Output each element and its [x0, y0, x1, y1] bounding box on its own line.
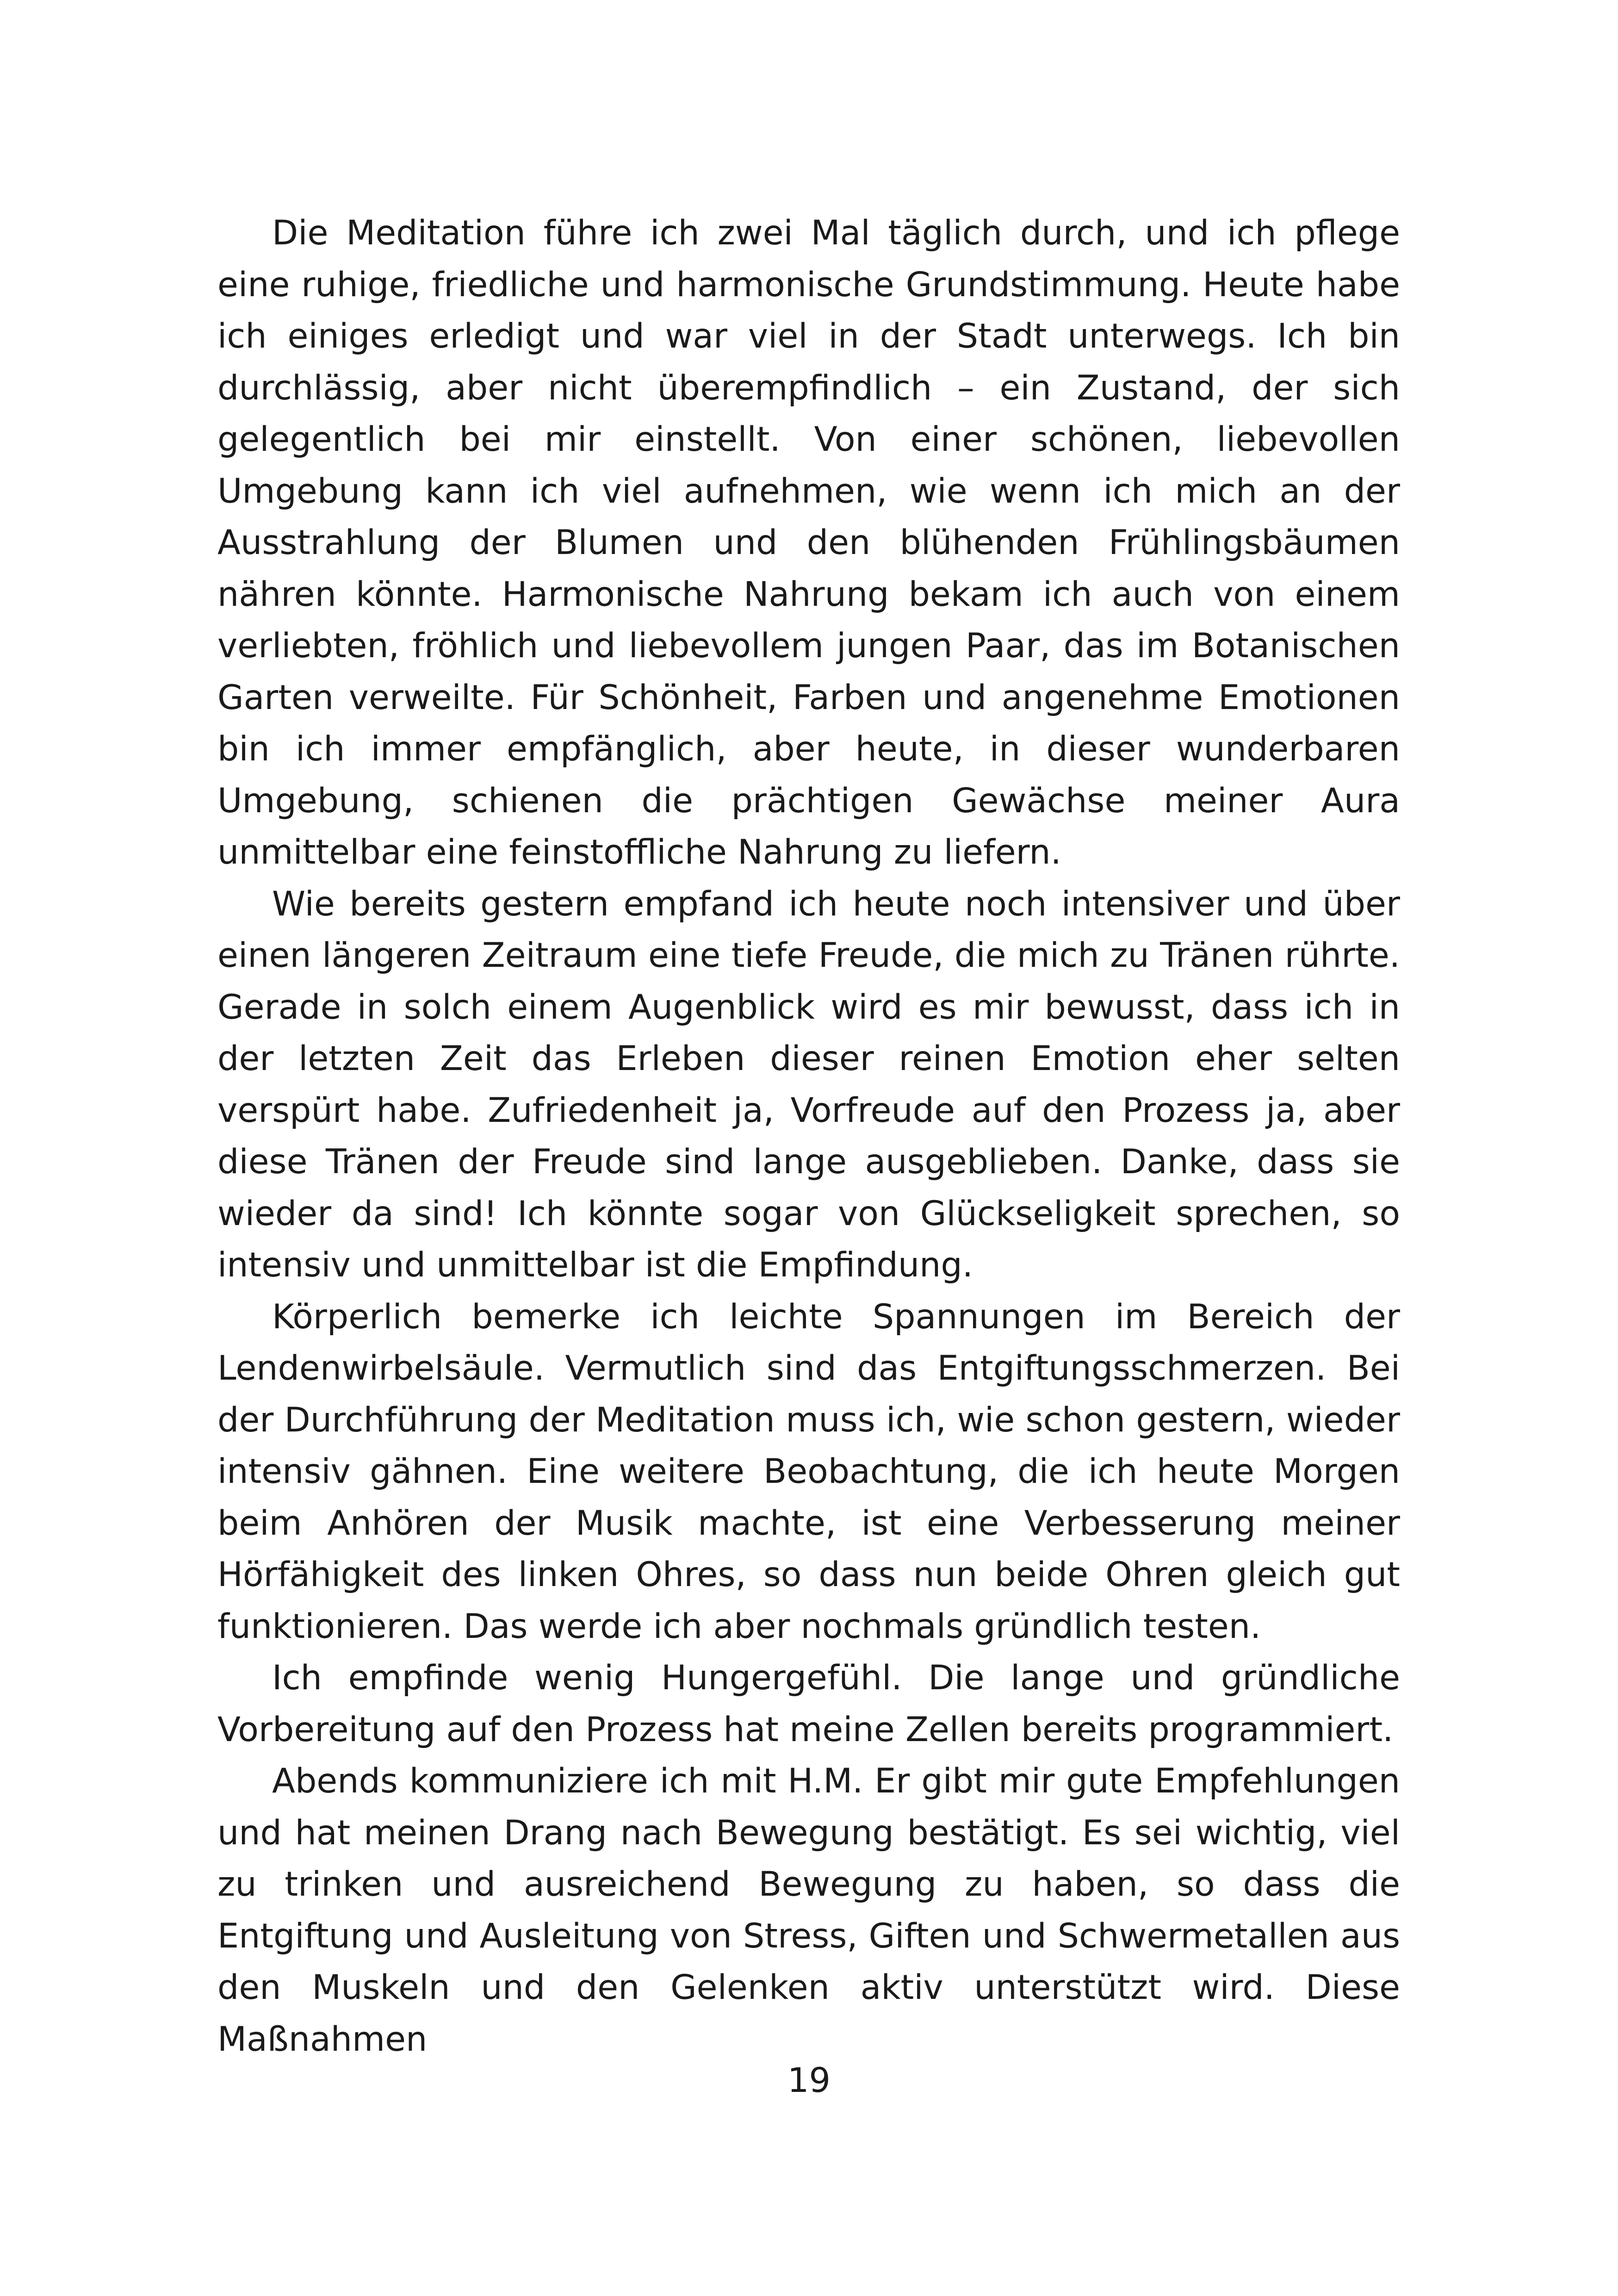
- body-text: [217, 207, 1400, 2065]
- page-number: 19: [787, 2061, 831, 2100]
- paragraph-3: Körperlich bemerke ich leichte Spannungen im Bereich der Lendenwirbelsäule. Vermutlich sind das Entgiftungsschmerzen. Bei der Durchführung der Meditation muss ich, wie schon gestern, wieder intensiv gähnen. Eine weitere Beobachtung, die ich heute Morgen beim Anhören der Musik machte, ist eine Verbesserung meiner Hörfähigkeit des linken Ohres, so dass nun beide Ohren gleich gut funktionieren. Das werde ich aber nochmals gründlich testen.: [217, 1297, 1400, 1646]
- paragraph-1: Die Meditation führe ich zwei Mal täglich durch, und ich pflege eine ruhige, friedliche und harmonische Grundstimmung. Heute habe ich einiges erledigt und war viel in der Stadt unterwegs. Ich bin durchlässig, aber nicht überempfindlich – ein Zustand, der sich gelegentlich bei mir einstellt. Von einer schönen, liebevollen Umgebung kann ich viel aufnehmen, wie wenn ich mich an der Ausstrahlung der Blumen und den blühenden Frühlingsbäumen nähren könnte. Harmonische Nahrung bekam ich auch von einem verliebten, fröhlich und liebevollem jungen Paar, das im Botanischen Garten verweilte. Für Schönheit, Farben und angenehme Emotionen bin ich immer empfänglich, aber heute, in dieser wunderbaren Umgebung, schienen die prächtigen Gewächse meiner Aura unmittelbar eine feinstoffliche Nahrung zu liefern.: [217, 213, 1400, 872]
- paragraph-4: Ich empfinde wenig Hungergefühl. Die lange und gründliche Vorbereitung auf den Prozess hat meine Zellen bereits programmiert.: [217, 1658, 1400, 1749]
- paragraph-2: Wie bereits gestern empfand ich heute noch intensiver und über einen längeren Zeitraum eine tiefe Freude, die mich zu Tränen rührte. Gerade in solch einem Augenblick wird es mir bewusst, dass ich in der letzten Zeit das Erleben dieser reinen Emotion eher selten verspürt habe. Zufriedenheit ja, Vorfreude auf den Prozess ja, aber diese Tränen der Freude sind lange ausgeblieben. Danke, dass sie wieder da sind! Ich könnte sogar von Glückseligkeit sprechen, so intensiv und unmittelbar ist die Empfindung.: [217, 884, 1400, 1285]
- paragraph-5: Abends kommuniziere ich mit H.M. Er gibt mir gute Empfehlungen und hat meinen Drang nach Bewegung bestätigt. Es sei wichtig, viel zu trinken und ausreichend Bewegung zu haben, so dass die Entgiftung und Ausleitung von Stress, Giften und Schwermetallen aus den Muskeln und den Gelenken aktiv unterstützt wird. Diese Maßnahmen: [217, 1761, 1400, 2059]
